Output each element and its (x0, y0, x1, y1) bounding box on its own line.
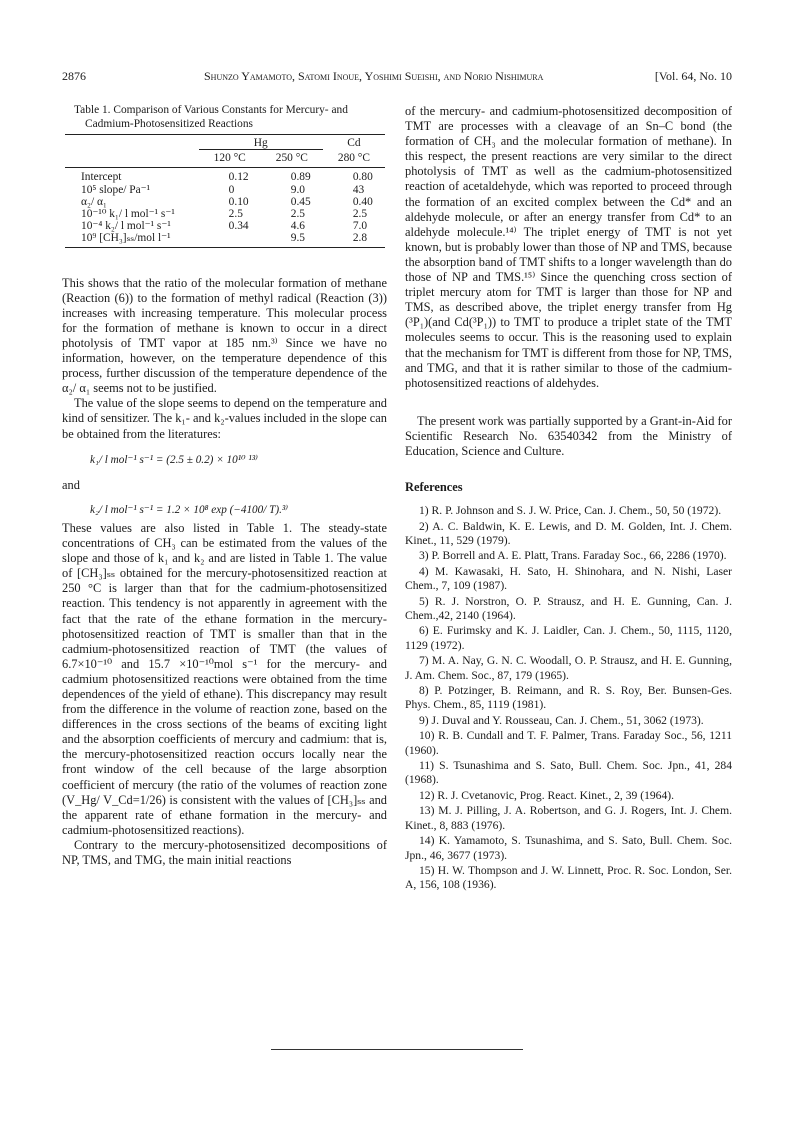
reference-list (405, 504, 732, 893)
reference-item: 6) E. Furimsky and K. J. Laidler, Can. J. Chem., 50, 1115, 1120, 1129 (1972). (405, 624, 732, 652)
reference-item: 1) R. P. Johnson and S. J. W. Price, Can. J. Chem., 50, 50 (1972). (419, 504, 722, 518)
journal-volume: [Vol. 64, No. 10 (654, 69, 732, 83)
row-label: 10⁹ [CH₃]ₛₛ/mol l⁻¹ (65, 232, 199, 247)
table-row (65, 220, 385, 232)
reference-item: 2) A. C. Baldwin, K. E. Lewis, and D. M. Golden, Int. J. Chem. Kinet., 11, 529 (1979). (405, 519, 732, 547)
acknowledgment: The present work was partially supported by a Grant-in-Aid for Scientific Research No. 63540342 from the Ministry of Education, Science and Culture. (405, 413, 732, 458)
cell: 0.12 (228, 171, 249, 184)
cell: 0.80 (352, 171, 373, 184)
cell (199, 232, 261, 247)
reference-item: 10) R. B. Cundall and T. F. Palmer, Trans. Faraday Soc., 56, 1211 (1960). (405, 729, 732, 757)
constants-table (65, 134, 385, 248)
cell: 0.40 (352, 195, 373, 208)
group-header-cd: Cd (323, 135, 385, 150)
row-label: Intercept (81, 171, 122, 184)
reference-item: 15) H. W. Thompson and J. W. Linnett, Proc. R. Soc. London, Ser. A, 156, 108 (1936). (405, 863, 732, 892)
references-heading: References (405, 480, 463, 495)
body-paragraph: Contrary to the mercury-photosensitized decompositions of NP, TMS, and TMG, the main initial reactions (62, 837, 387, 867)
cell: 9.0 (290, 183, 306, 196)
equation-k1: k₁/ l mol⁻¹ s⁻¹ = (2.5 ± 0.2) × 10¹⁰ ¹³⁾ (90, 453, 258, 466)
table-group-header-row (65, 135, 385, 150)
cell: 9.5 (261, 232, 323, 247)
table-caption: Table 1. Comparison of Various Constants for Mercury- and Cadmium-Photosensitized Reactions (74, 104, 348, 130)
page-number: 2876 (62, 69, 86, 83)
row-label: 10⁻¹⁰ k₁/ l mol⁻¹ s⁻¹ (81, 208, 175, 221)
running-authors: Shunzo Yamamoto, Satomi Inoue, Yoshimi Sueishi, and Norio Nishimura (204, 69, 544, 83)
temp-header: 280 °C (323, 150, 385, 168)
reference-item: 12) R. J. Cvetanovic, Prog. React. Kinet., 2, 39 (1964). (419, 788, 675, 802)
group-header-hg: Hg (199, 135, 323, 150)
body-paragraph: This shows that the ratio of the molecular formation of methane (Reaction (6)) to the formation of methyl radical (Reaction (3)) increases with increasing temperature. This molecular process for the formation of methane is known to occur in a direct photolysis of TMT vapor at 185 nm.³⁾ Since we have no information, however, on the temperature dependence of this process, further discussion of the temperature dependence of the α₂/ α₁ seems not to be justified. (62, 275, 387, 396)
row-label: 10⁵ slope/ Pa⁻¹ (81, 183, 151, 196)
reference-item: 7) M. A. Nay, G. N. C. Woodall, O. P. Strausz, and H. E. Gunning, J. Am. Chem. Soc., 87, 179 (1965). (405, 654, 732, 682)
reference-item: 14) K. Yamamoto, S. Tsunashima, and S. Sato, Bull. Chem. Soc. Jpn., 46, 3677 (1973). (405, 834, 732, 862)
cell: 0.34 (228, 220, 249, 233)
cell: 0.10 (228, 195, 249, 208)
running-header (62, 69, 732, 85)
row-label: 10⁻⁴ k₂/ l mol⁻¹ s⁻¹ (81, 220, 171, 233)
equation-k2: k₂/ l mol⁻¹ s⁻¹ = 1.2 × 10⁸ exp (−4100/ T).³⁾ (90, 503, 288, 516)
right-column (405, 104, 732, 894)
table-row (65, 208, 385, 220)
reference-item: 11) S. Tsunashima and S. Sato, Bull. Chem. Soc. Jpn., 41, 284 (1968). (405, 759, 732, 787)
reference-item: 5) R. J. Norstron, O. P. Strausz, and H. E. Gunning, Can. J. Chem.,42, 2140 (1964). (405, 594, 732, 622)
row-label: α₂/ α₁ (81, 195, 107, 208)
table-row (65, 184, 385, 196)
temp-header: 120 °C (199, 150, 261, 168)
cell: 0.45 (290, 195, 311, 208)
table-row (65, 196, 385, 208)
cell: 4.6 (290, 220, 306, 233)
cell: 43 (352, 183, 365, 196)
end-rule (271, 1049, 523, 1050)
reference-item: 4) M. Kawasaki, H. Sato, H. Shinohara, and N. Nishi, Laser Chem., 7, 109 (1987). (405, 564, 732, 593)
cell: 2.5 (228, 208, 243, 221)
body-paragraph: of the mercury- and cadmium-photosensitized decomposition of TMT are processes with a cleavage of an Sn–C bond (the formation of CH₃ and the molecular formation of methane). In this respect, the present reactions are very similar to the direct photolysis of TMT as well as the cadmium-photosensitized reaction of acetaldehyde, which was reported to proceed through the formation of an excited complex between the Cd* and an aldehyde molecule, or after an energy transfer from Cd* to an aldehyde molecule.¹⁴⁾ The triplet energy of TMT is not yet known, but is probably lower than those of NP and TMS, because the absorption band of TMT shifts to a longer wavelength than do those of NP and TMS.¹⁵⁾ Since the quenching cross section of triplet mercury atom for TMT is larger than those for NP and TMS, as described above, the triplet energy transfer from Hg (³P₁)(and Cd(³P₁)) to TMT to produce a triplet state of the TMT molecules seems to occur. This is the reasoning used to explain that the mechanism for TMT is different from those for NP, TMS, and TMG, and that it is rather similar to those of the cadmium-photosensitized reactions of aldehydes. (405, 104, 732, 390)
reference-item: 9) J. Duval and Y. Rousseau, Can. J. Chem., 51, 3062 (1973). (419, 713, 704, 727)
cell: 0 (228, 183, 235, 196)
temp-header: 250 °C (261, 150, 323, 168)
cell: 2.5 (290, 208, 306, 221)
table-row (65, 232, 385, 247)
table-row (65, 168, 385, 184)
reference-item: 8) P. Potzinger, B. Reimann, and R. S. Roy, Ber. Bunsen-Ges. Phys. Chem., 85, 1119 (1981). (405, 684, 732, 712)
reference-item: 3) P. Borrell and A. E. Platt, Trans. Faraday Soc., 66, 2286 (1970). (419, 549, 727, 563)
body-paragraph: The value of the slope seems to depend on the temperature and kind of sensitizer. The k₁- and k₂-values included in the slope can be obtained from the literatures: (62, 396, 387, 441)
reference-item: 13) M. J. Pilling, J. A. Robertson, and G. J. Rogers, Int. J. Chem. Kinet., 8, 883 (1976). (405, 804, 732, 832)
cell: 2.8 (323, 232, 385, 247)
table-temp-row (65, 150, 385, 168)
body-paragraph: These values are also listed in Table 1. The steady-state concentrations of CH₃ can be estimated from the values of the slope and those of k₁ and k₂ and are listed in Table 1. The value of [CH₃]ₛₛ obtained for the mercury-photosensitized reaction at 250 °C is larger than that for the cadmium-photosensitized reaction. This tendency is not apparently in agreement with the fact that the rate of the ethane formation in the mercury-photosensitized reaction of TMT is smaller than that in the cadmium-photosensitized reaction of TMT (the values of 6.7×10⁻¹⁰ and 15.7 ×10⁻¹⁰mol s⁻¹ for the mercury- and cadmium photosensitized reactions were obtained from the time dependences of the yield of ethane). This discrepancy may result from the difference in the volume of reaction zone, based on the differences in the cross sections of the beams of exciting light and the absorption coefficients of mercury and cadmium: that is, the mercury-photosensitized reaction occurs locally near the front window of the cell because of the large absorption coefficient of mercury (the ratio of the volumes of reaction zone (V_Hg/ V_Cd=1/26) is consistent with the values of [CH₃]ₛₛ and the apparent rate of ethane formation in the mercury- and cadmium-photosensitized reactions). (62, 520, 387, 837)
body-text: and (62, 477, 80, 492)
cell: 2.5 (352, 208, 368, 221)
cell: 0.89 (290, 171, 311, 184)
left-column (62, 104, 387, 868)
cell: 7.0 (352, 220, 368, 233)
